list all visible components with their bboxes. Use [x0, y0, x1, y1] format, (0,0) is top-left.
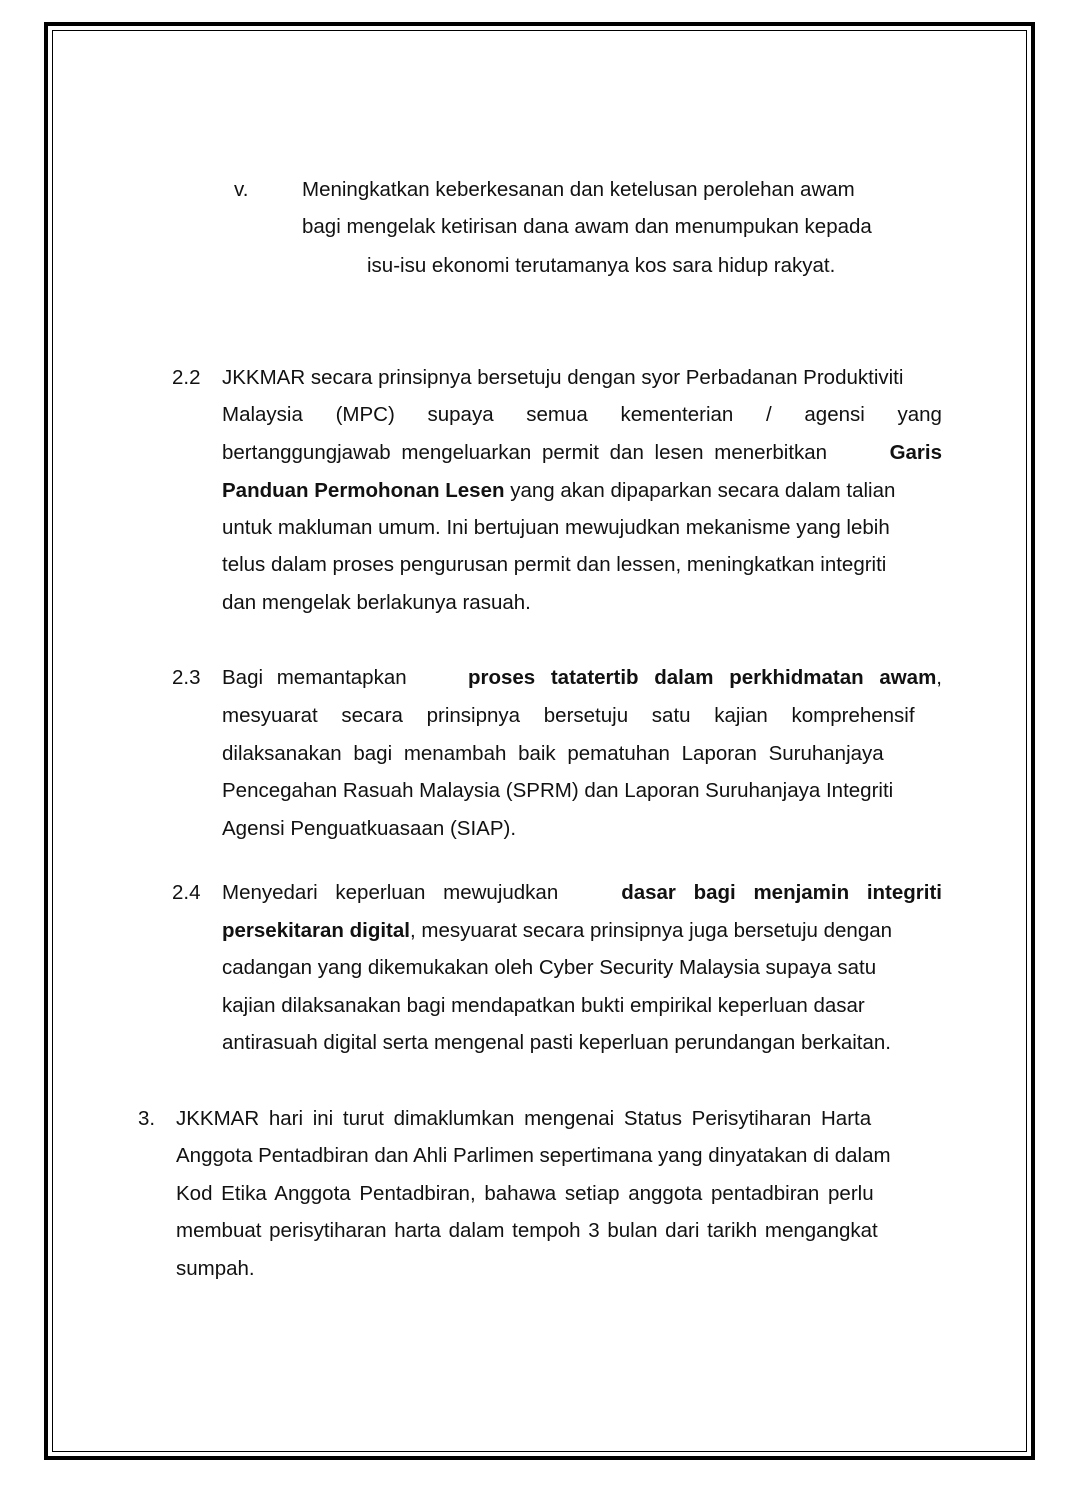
word: agensi — [804, 403, 865, 426]
section-2-4-line-4: kajian dilaksanakan bagi mendapatkan bukti empirikal keperluan dasar — [222, 994, 865, 1017]
section-3-line-4: membuat perisytiharan harta dalam tempoh 3 bulan dari tarikh mengangkat — [176, 1219, 878, 1242]
line-1-text: Menyedari keperluan mewujudkan — [222, 881, 559, 904]
line-4-text: yang akan dipaparkan secara dalam talian — [504, 479, 896, 502]
line-1-text: Bagi memantapkan — [222, 666, 407, 689]
section-2-3-line-4: Pencegahan Rasuah Malaysia (SPRM) dan Laporan Suruhanjaya Integriti — [222, 779, 894, 802]
item-v-marker: v. — [234, 178, 249, 201]
section-3-line-2: Anggota Pentadbiran dan Ahli Parlimen sepertimana yang dinyatakan di dalam — [176, 1144, 891, 1167]
section-3-line-3: Kod Etika Anggota Pentadbiran, bahawa setiap anggota pentadbiran perlu — [176, 1182, 874, 1205]
section-2-4-line-5: antirasuah digital serta mengenal pasti keperluan perundangan berkaitan. — [222, 1031, 891, 1054]
line-3-text: bertanggungjawab mengeluarkan permit dan lesen menerbitkan — [222, 441, 828, 464]
section-3-line-5: sumpah. — [176, 1257, 255, 1280]
section-2-3-line-2: mesyuarat secara prinsipnya bersetuju satu kajian komprehensif — [222, 704, 915, 727]
word: / — [766, 403, 772, 426]
word: supaya — [427, 403, 494, 426]
line-1-comma: , — [936, 666, 942, 689]
line-1-bold: dasar bagi menjamin integriti — [621, 881, 942, 904]
section-2-4-number: 2.4 — [172, 881, 201, 904]
line-4-bold: Panduan Permohonan Lesen — [222, 479, 505, 502]
section-2-3-line-1 — [222, 666, 942, 690]
item-v-line-2: bagi mengelak ketirisan dana awam dan menumpukan kepada — [302, 215, 872, 238]
section-2-2-line-6: telus dalam proses pengurusan permit dan lessen, meningkatkan integriti — [222, 553, 887, 576]
line-1-bold: proses tatatertib dalam perkhidmatan awam — [467, 666, 937, 689]
line-2-bold: persekitaran digital — [222, 919, 410, 942]
section-2-3-number: 2.3 — [172, 666, 201, 689]
section-2-4-line-3: cadangan yang dikemukakan oleh Cyber Security Malaysia supaya satu — [222, 956, 877, 979]
word: (MPC) — [335, 403, 395, 426]
section-3-number: 3. — [138, 1107, 156, 1130]
section-2-2-line-7: dan mengelak berlakunya rasuah. — [222, 591, 531, 614]
word: Malaysia — [222, 403, 303, 426]
section-2-2-line-3 — [222, 441, 942, 465]
line-3-bold: Garis — [889, 441, 942, 464]
section-2-3-line-3: dilaksanakan bagi menambah baik pematuhan Laporan Suruhanjaya — [222, 742, 884, 765]
section-2-2-line-4 — [222, 479, 895, 503]
section-2-4-line-2 — [222, 919, 892, 943]
section-2-2-number: 2.2 — [172, 366, 201, 389]
section-3-line-1: JKKMAR hari ini turut dimaklumkan mengenai Status Perisytiharan Harta — [176, 1107, 872, 1130]
section-2-3-line-5: Agensi Penguatkuasaan (SIAP). — [222, 817, 517, 840]
line-1-bold-wrap — [468, 666, 942, 690]
section-2-4-line-1 — [222, 881, 942, 905]
section-2-2-line-5: untuk makluman umum. Ini bertujuan mewujudkan mekanisme yang lebih — [222, 516, 890, 539]
word: yang — [897, 403, 942, 426]
item-v-line-1: Meningkatkan keberkesanan dan ketelusan perolehan awam — [302, 178, 855, 201]
section-2-2-line-2 — [222, 403, 942, 427]
section-2-2-line-1: JKKMAR secara prinsipnya bersetuju dengan syor Perbadanan Produktiviti — [222, 366, 904, 389]
line-2-text: , mesyuarat secara prinsipnya juga bersetuju dengan — [409, 919, 893, 942]
word: kementerian — [620, 403, 734, 426]
item-v-line-3: isu-isu ekonomi terutamanya kos sara hidup rakyat. — [367, 254, 836, 277]
word: semua — [526, 403, 588, 426]
